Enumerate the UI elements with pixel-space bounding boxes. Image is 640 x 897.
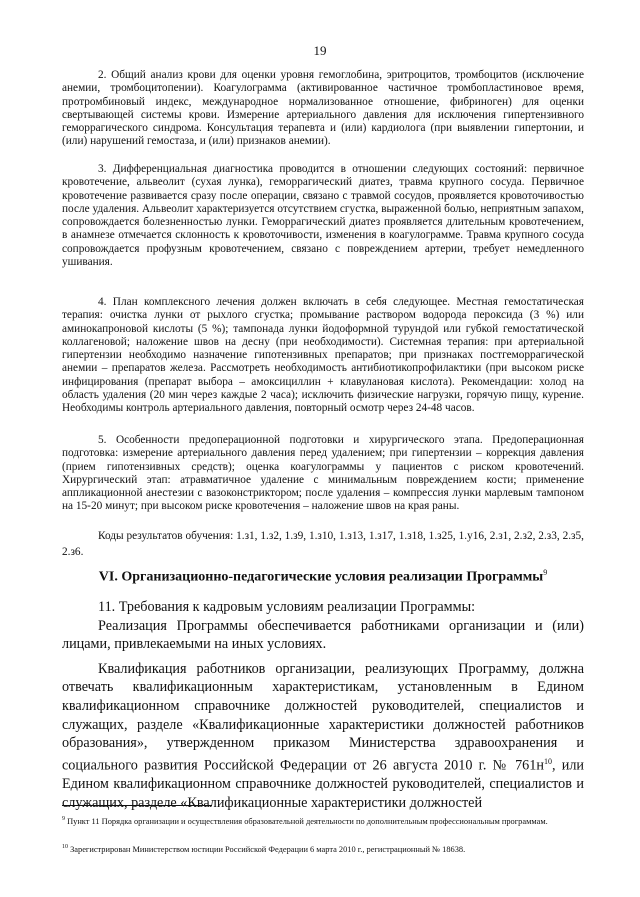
list-item: 3. Дифференциальная диагностика проводится в отношении следующих состояний: первичное кровотечение, альвеолит (сухая лунка), геморрагический диатез, травма крупного сосуда. Первичное кровотечение развивается сразу после операции, связано с травмой сосудов, проявляется кровоточивостью после удаления. Альвеолит характеризуется отсутствием сгустка, выраженной болью, неприятным запахом, сопровождается болезненностью лунки. Геморрагический диатез проявляется длительным кровотечением, в анамнезе отмечается склонность к кровоточивости, изменения в коагулограмме. Травма крупного сосуда сопровождается профузным кровотечением, связано с повреждением артерии, требует немедленного ушивания. [62, 163, 584, 269]
learning-outcome-codes: Коды результатов обучения: 1.з1, 1.з2, 1.з9, 1.з10, 1.з13, 1.з17, 1.з18, 1.з25, 1.у16, 2.з1, 2.з2, 2.з3, 2.з5, 2.з6. [62, 530, 584, 558]
list-item: 4. План комплексного лечения должен включать в себя следующее. Местная гемостатическая терапия: очистка лунки от рыхлого сгустка; промывание раствором водорода пероксида (3 %) или аминокапроновой кислоты (5 %); тампонада лунки йодоформной турундой или губкой гемостатической коллагеновой; наложение швов на десну (при необходимости). Системная терапия: при артериальной гипертензии необходимо назначение гипотензивных препаратов; при признаках постгеморрагической анемии – препаратов железа. Рассмотреть необходимость антибиотикопрофилактики (при высоком риске инфицирования (препарат выбора – амоксициллин + клавулановая кислота). Рекомендации: холод на область удаления (20 мин через каждые 2 часа); исключить физические нагрузки, горячую пищу, курение. Необходимы контроль артериального давления, повторный осмотр через 24-48 часов. [62, 296, 584, 415]
section-body [62, 598, 584, 812]
section-heading: VI. Организационно-педагогические условия реализации Программы$^9$ [98, 568, 548, 585]
footnote-ref: 9 [543, 568, 548, 577]
paragraph: Квалификация работников организации, реализующих Программу, должна отвечать квалификационным характеристикам, установленным в Едином квалификационном справочнике должностей руководителей, специалистов и служащих, разделе «Квалификационные характеристики должностей работников образования», утвержденном приказом Министерства здравоохранения и социального развития Российской Федерации от 26 августа 2010 г. № $761н^{10}$, или Едином квалификационном справочнике должностей руководителей, специалистов и служащих, разделе «Квалификационные характеристики должностей [62, 660, 585, 811]
paragraph: Реализация Программы обеспечивается работниками организации и (или) лицами, привлекаемыми на иных условиях. [62, 617, 584, 653]
footnote: $^{10}$ Зарегистрирован Министерством юстиции Российской Федерации 6 марта 2010 г., регистрационный № 18638. [62, 844, 466, 854]
list-item: 5. Особенности предоперационной подготовки и хирургического этапа. Предоперационная подготовка: измерение артериального давления перед удалением; при гипертензии – коррекция давления (прием гипотензивных средств); оценка коагулограммы у пациентов с риском кровотечений. Хирургический этап: атравматичное удаление с минимальным повреждением кости; применение аппликационной анестезии с вазоконстриктором; после удаления – компрессия лунки марлевым тампоном на 15-20 минут; при высоком риске кровотечения – наложение швов на края раны. [62, 434, 584, 513]
footnote-ref: 10 [543, 756, 552, 766]
list-item: 2. Общий анализ крови для оценки уровня гемоглобина, эритроцитов, тромбоцитов (исключение анемии, тромбоцитопении). Коагулограмма (активированное частичное тромбопластиновое время, протромбиновый индекс, международное нормализованное отношение, фибриноген) для оценки свертывающей системы крови. Измерение артериального давления для исключения гипертензивного геморрагического синдрома. Консультация терапевта и (или) кардиолога (при выявлении гипертонии, и (или) нарушений гемостаза, и (или) признаков анемии). [62, 69, 584, 148]
page-number: 19 [313, 43, 327, 58]
subheading: 11. Требования к кадровым условиям реализации Программы: [98, 599, 476, 615]
footnote: $^9$ Пункт 11 Порядка организации и осуществления образовательной деятельности по дополнительным профессиональным программам. [62, 816, 548, 826]
footnote-divider [62, 805, 212, 806]
